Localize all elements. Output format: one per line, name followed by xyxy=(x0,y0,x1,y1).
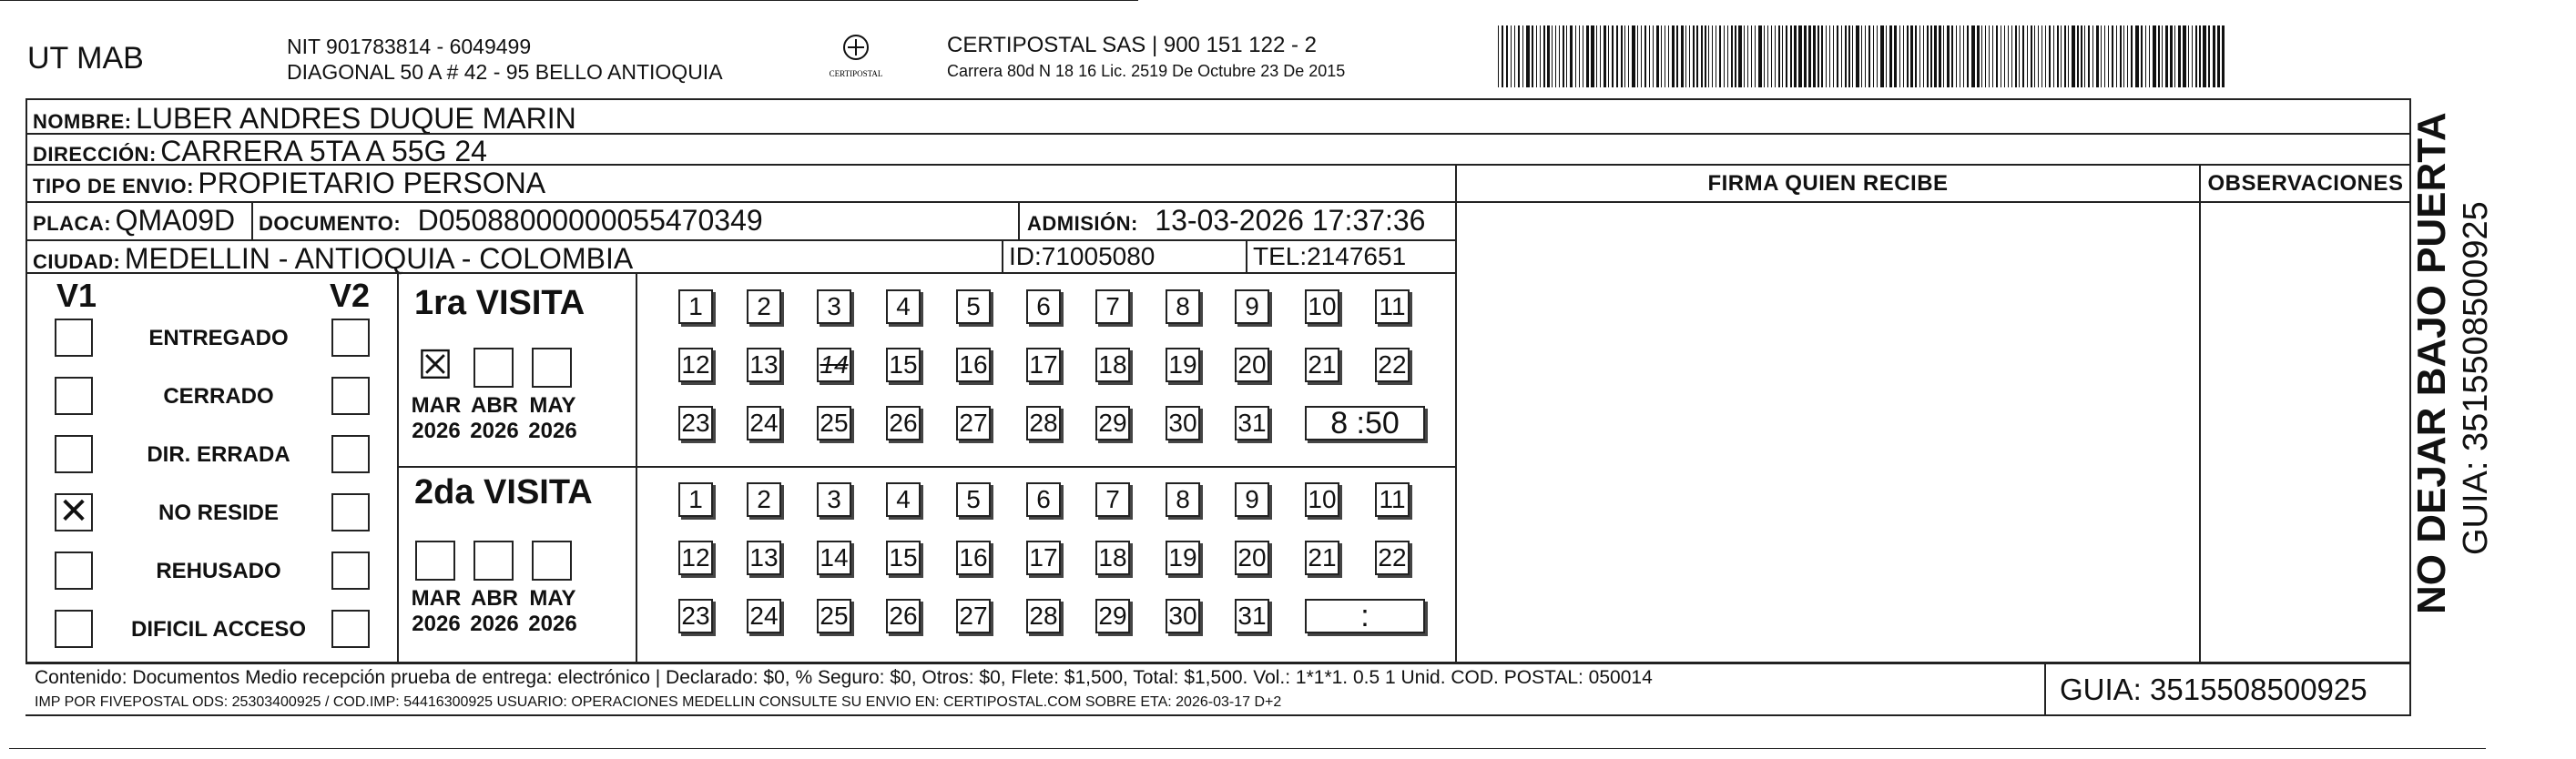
day-box-11[interactable]: 11 xyxy=(1375,289,1410,324)
city-field: CIUDAD: MEDELLIN - ANTIOQUIA - COLOMBIA xyxy=(33,242,634,275)
day-box-2[interactable]: 2 xyxy=(747,289,781,324)
company-address: DIAGONAL 50 A # 42 - 95 BELLO ANTIOQUIA xyxy=(287,60,723,84)
month-label-may: MAY 2026 xyxy=(528,586,577,636)
day-box-26[interactable]: 26 xyxy=(886,599,921,633)
address-label: DIRECCIÓN: xyxy=(33,143,157,166)
type-row xyxy=(33,167,545,200)
day-box-27[interactable]: 27 xyxy=(956,599,991,633)
day-box-21[interactable]: 21 xyxy=(1305,348,1339,382)
day-box-29[interactable]: 29 xyxy=(1095,599,1130,633)
top-rule xyxy=(0,0,1138,1)
day-box-31[interactable]: 31 xyxy=(1235,599,1269,633)
v2-label: V2 xyxy=(330,277,371,314)
month-label-mar: MAR 2026 xyxy=(411,393,462,443)
month-checkbox-mar[interactable]: ☒ xyxy=(417,342,453,389)
day-box-3[interactable]: 3 xyxy=(817,289,851,324)
second-visit-title: 2da VISITA xyxy=(414,473,593,511)
day-box-19[interactable]: 19 xyxy=(1166,541,1200,575)
v1-checkbox-5[interactable] xyxy=(55,610,93,648)
recipient-address: CARRERA 5TA A 55G 24 xyxy=(160,135,487,167)
day-box-5[interactable]: 5 xyxy=(956,482,991,517)
barcode xyxy=(1498,25,2226,87)
day-box-24[interactable]: 24 xyxy=(747,406,781,440)
day-box-20[interactable]: 20 xyxy=(1235,348,1269,382)
day-box-4[interactable]: 4 xyxy=(886,482,921,517)
day-box-9[interactable]: 9 xyxy=(1235,289,1269,324)
carrier-name: CERTIPOSTAL SAS | 900 151 122 - 2 xyxy=(947,33,1317,57)
day-box-17[interactable]: 17 xyxy=(1026,348,1061,382)
day-box-21[interactable]: 21 xyxy=(1305,541,1339,575)
tel-value: TEL:2147651 xyxy=(1253,242,1407,270)
recipient-name: LUBER ANDRES DUQUE MARIN xyxy=(136,102,576,135)
observations-header: OBSERVACIONES xyxy=(2207,171,2404,196)
imp-line: IMP POR FIVEPOSTAL ODS: 25303400925 / COD.IMP: 54416300925 USUARIO: OPERACIONES MEDELLIN CONSULTE SU ENVIO EN: CERTIPOSTAL.COM SOBRE ETA: 2026-03-17 D+2 xyxy=(35,694,1282,710)
day-box-20[interactable]: 20 xyxy=(1235,541,1269,575)
day-box-28[interactable]: 28 xyxy=(1026,599,1061,633)
month-checkbox-abr[interactable] xyxy=(473,348,514,388)
carrier-license: Carrera 80d N 18 16 Lic. 2519 De Octubre 23 De 2015 xyxy=(947,62,1346,80)
day-box-30[interactable]: 30 xyxy=(1166,406,1200,440)
certipostal-logo xyxy=(824,31,888,84)
document-value: D05088000000055470349 xyxy=(417,204,763,237)
day-box-25[interactable]: 25 xyxy=(817,599,851,633)
day-box-5[interactable]: 5 xyxy=(956,289,991,324)
plate-value: QMA09D xyxy=(115,204,236,237)
day-box-22[interactable]: 22 xyxy=(1375,541,1410,575)
v2-checkbox-4[interactable] xyxy=(331,552,370,590)
day-box-14[interactable]: 14 xyxy=(817,348,851,382)
time-box[interactable]: : xyxy=(1305,599,1425,633)
type-label: TIPO DE ENVIO: xyxy=(33,175,194,197)
name-label: NOMBRE: xyxy=(33,110,132,133)
day-box-7[interactable]: 7 xyxy=(1095,482,1130,517)
day-box-13[interactable]: 13 xyxy=(747,541,781,575)
content-line: Contenido: Documentos Medio recepción prueba de entrega: electrónico | Declarado: $0, % Seguro: $0, Otros: $0, Flete: $1,500, Total: $1,500. Vol.: 1*1*1. 0.5 1 Unid. COD. POSTAL: 050014 xyxy=(35,667,1653,688)
v2-checkbox-2[interactable] xyxy=(331,435,370,473)
day-box-10[interactable]: 10 xyxy=(1305,482,1339,517)
day-box-6[interactable]: 6 xyxy=(1026,289,1061,324)
v2-checkbox-0[interactable] xyxy=(331,319,370,357)
day-box-19[interactable]: 19 xyxy=(1166,348,1200,382)
footer-guia: GUIA: 3515508500925 xyxy=(2060,673,2367,706)
month-label-may: MAY 2026 xyxy=(528,393,577,443)
status-label-2: DIR. ERRADA xyxy=(147,442,290,467)
side-guia: GUIA: 3515508500925 xyxy=(2457,201,2495,555)
v1-label: V1 xyxy=(56,277,97,314)
day-box-12[interactable]: 12 xyxy=(678,541,713,575)
day-box-24[interactable]: 24 xyxy=(747,599,781,633)
company-name: UT MAB xyxy=(27,41,144,76)
day-box-16[interactable]: 16 xyxy=(956,541,991,575)
day-box-8[interactable]: 8 xyxy=(1166,482,1200,517)
day-box-29[interactable]: 29 xyxy=(1095,406,1130,440)
side-warning: NO DEJAR BAJO PUERTA xyxy=(2409,112,2454,614)
day-box-15[interactable]: 15 xyxy=(886,348,921,382)
day-box-4[interactable]: 4 xyxy=(886,289,921,324)
v1-checkbox-1[interactable] xyxy=(55,377,93,415)
status-label-3: NO RESIDE xyxy=(158,501,280,525)
status-label-4: REHUSADO xyxy=(156,559,281,583)
day-box-3[interactable]: 3 xyxy=(817,482,851,517)
day-box-8[interactable]: 8 xyxy=(1166,289,1200,324)
day-box-25[interactable]: 25 xyxy=(817,406,851,440)
v1-checkbox-4[interactable] xyxy=(55,552,93,590)
logo-text: CERTIPOSTAL xyxy=(829,69,883,78)
day-box-17[interactable]: 17 xyxy=(1026,541,1061,575)
day-box-13[interactable]: 13 xyxy=(747,348,781,382)
signature-header: FIRMA QUIEN RECIBE xyxy=(1707,171,1949,196)
shipment-type: PROPIETARIO PERSONA xyxy=(198,167,546,199)
time-box[interactable]: 8 :50 xyxy=(1305,406,1425,440)
month-label-abr: ABR 2026 xyxy=(470,393,519,443)
first-visit-title: 1ra VISITA xyxy=(414,284,585,322)
day-box-1[interactable]: 1 xyxy=(678,482,713,517)
month-label-abr: ABR 2026 xyxy=(470,586,519,636)
v1-checkbox-3[interactable]: ✕ xyxy=(55,493,93,531)
status-label-0: ENTREGADO xyxy=(148,326,289,350)
company-nit: NIT 901783814 - 6049499 xyxy=(287,35,532,58)
v2-checkbox-5[interactable] xyxy=(331,610,370,648)
city-value: MEDELLIN - ANTIOQUIA - COLOMBIA xyxy=(124,242,634,275)
status-label-1: CERRADO xyxy=(163,384,274,409)
month-checkbox-may[interactable] xyxy=(532,541,572,581)
month-checkbox-may[interactable] xyxy=(532,348,572,388)
day-box-11[interactable]: 11 xyxy=(1375,482,1410,517)
day-box-12[interactable]: 12 xyxy=(678,348,713,382)
signature-area[interactable] xyxy=(1457,203,2199,663)
day-box-23[interactable]: 23 xyxy=(678,599,713,633)
plate-field: PLACA: QMA09D xyxy=(33,204,236,237)
day-box-10[interactable]: 10 xyxy=(1305,289,1339,324)
day-box-30[interactable]: 30 xyxy=(1166,599,1200,633)
address-row xyxy=(33,135,487,166)
day-box-22[interactable]: 22 xyxy=(1375,348,1410,382)
day-box-9[interactable]: 9 xyxy=(1235,482,1269,517)
day-box-18[interactable]: 18 xyxy=(1095,541,1130,575)
name-row xyxy=(33,102,576,135)
day-box-23[interactable]: 23 xyxy=(678,406,713,440)
day-box-31[interactable]: 31 xyxy=(1235,406,1269,440)
day-box-28[interactable]: 28 xyxy=(1026,406,1061,440)
day-box-2[interactable]: 2 xyxy=(747,482,781,517)
day-box-27[interactable]: 27 xyxy=(956,406,991,440)
v2-checkbox-3[interactable] xyxy=(331,493,370,531)
observations-area[interactable] xyxy=(2201,203,2410,663)
month-checkbox-abr[interactable] xyxy=(473,541,514,581)
day-box-18[interactable]: 18 xyxy=(1095,348,1130,382)
status-label-5: DIFICIL ACCESO xyxy=(130,617,306,642)
v2-checkbox-1[interactable] xyxy=(331,377,370,415)
id-value: ID:71005080 xyxy=(1009,242,1156,270)
month-checkbox-mar[interactable] xyxy=(415,541,455,581)
month-label-mar: MAR 2026 xyxy=(411,586,462,636)
day-box-1[interactable]: 1 xyxy=(678,289,713,324)
day-box-26[interactable]: 26 xyxy=(886,406,921,440)
day-box-14[interactable]: 14 xyxy=(817,541,851,575)
day-box-16[interactable]: 16 xyxy=(956,348,991,382)
admission-value: 13-03-2026 17:37:36 xyxy=(1155,204,1426,237)
day-box-6[interactable]: 6 xyxy=(1026,482,1061,517)
v1-checkbox-2[interactable] xyxy=(55,435,93,473)
v1-checkbox-0[interactable] xyxy=(55,319,93,357)
day-box-7[interactable]: 7 xyxy=(1095,289,1130,324)
document-field: DOCUMENTO: D05088000000055470349 xyxy=(259,204,763,237)
day-box-15[interactable]: 15 xyxy=(886,541,921,575)
admission-field: ADMISIÓN: 13-03-2026 17:37:36 xyxy=(1027,204,1426,237)
